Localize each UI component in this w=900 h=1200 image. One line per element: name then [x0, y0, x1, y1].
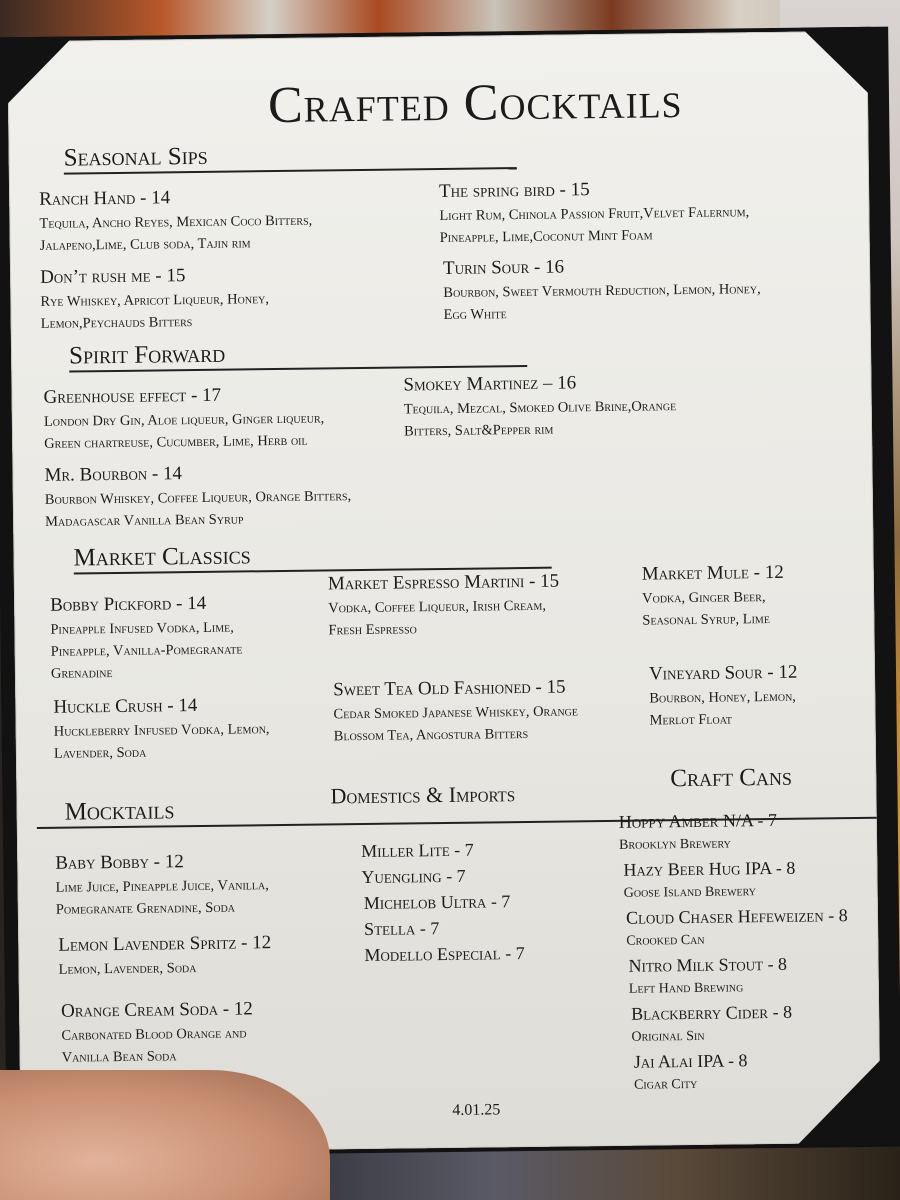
- item-name: Sweet Tea Old Fashioned - 15: [333, 676, 566, 701]
- menu-item: [55, 850, 306, 921]
- item-name: Hazy Beer Hug IPA - 8: [623, 857, 796, 880]
- item-brewery: Crooked Can: [626, 932, 705, 949]
- section-heading-seasonal: Seasonal Sips: [63, 142, 208, 172]
- menu-item: [439, 177, 760, 249]
- beer-item: Michelob Ultra - 7: [363, 891, 511, 914]
- section-heading-craft-cans: Craft Cans: [670, 763, 793, 793]
- item-description: Vodka, Coffee Liqueur, Irish Cream, Fresh Espresso: [328, 597, 547, 639]
- menu-item: [328, 570, 579, 641]
- item-name: Smokey Martinez – 16: [403, 372, 577, 396]
- item-name: Mr. Bourbon - 14: [44, 463, 183, 486]
- menu-item: [61, 998, 282, 1069]
- craft-can-item: [623, 858, 795, 905]
- craft-can-item: [626, 905, 848, 953]
- menu-title: Crafted Cocktails: [267, 72, 683, 135]
- section-heading-domestics: Domestics & Imports: [330, 781, 516, 809]
- item-description: London Dry Gin, Aloe liqueur, Ginger liqueur, Green chartreuse, Cucumber, Lime, Herb oil: [43, 410, 325, 452]
- item-brewery: Original Sin: [631, 1028, 705, 1045]
- item-brewery: Goose Island Brewery: [623, 884, 757, 901]
- beer-item: Miller Lite - 7: [361, 839, 474, 862]
- item-brewery: Cigar City: [633, 1076, 698, 1093]
- item-name: Turin Sour - 16: [442, 256, 565, 279]
- beer-item: Stella - 7: [363, 918, 440, 940]
- beer-item: Modello Especial - 7: [364, 943, 525, 965]
- item-brewery: Left Hand Brewing: [628, 980, 744, 997]
- item-name: Nitro Milk Stout - 8: [628, 953, 788, 976]
- item-name: Vineyard Sour - 12: [648, 661, 798, 685]
- menu-date: 4.01.25: [452, 1101, 501, 1119]
- section-heading-spirit-forward: Spirit Forward: [68, 340, 226, 370]
- beer-item: Yuengling - 7: [361, 865, 466, 888]
- item-description: Tequila, Ancho Reyes, Mexican Coco Bitters, Jalapeno,Lime, Club soda, Tajin rim: [39, 212, 313, 254]
- corner-tab-bottom-right: [794, 1057, 885, 1148]
- item-name: Don’t rush me - 15: [39, 265, 186, 288]
- menu-item: [40, 263, 341, 335]
- item-brewery: Brooklyn Brewery: [619, 836, 731, 853]
- item-name: Lemon Lavender Spritz - 12: [58, 932, 272, 956]
- craft-can-item: [628, 954, 787, 1001]
- item-name: Baby Bobby - 12: [55, 851, 184, 874]
- item-description: Pineapple Infused Vodka, Lime, Pineapple, Vanilla-Pomegranate Grenadine: [50, 619, 243, 682]
- craft-can-item: [634, 1050, 748, 1096]
- craft-can-item: [619, 810, 778, 857]
- item-name: Ranch Hand - 14: [39, 187, 171, 210]
- item-description: Vodka, Ginger Beer, Seasonal Syrup, Lime: [641, 589, 770, 629]
- menu-item: [443, 254, 764, 326]
- item-name: Jai Alai IPA - 8: [633, 1050, 748, 1072]
- menu-item: [642, 562, 813, 632]
- corner-tab-top-left: [3, 36, 74, 107]
- section-heading-mocktails: Mocktails: [64, 797, 175, 826]
- item-description: Huckleberry Infused Vodka, Lemon, Lavender, Soda: [53, 721, 270, 762]
- item-description: Rye Whiskey, Apricot Liqueur, Honey, Lemon,Peychauds Bitters: [40, 291, 270, 332]
- item-name: Hoppy Amber N/A - 7: [618, 809, 778, 832]
- section-heading-market-classics: Market Classics: [73, 542, 251, 572]
- menu-item: [403, 371, 724, 443]
- item-name: The spring bird - 15: [438, 179, 590, 203]
- menu-item: [58, 932, 319, 981]
- item-name: Bobby Pickford - 14: [50, 592, 207, 616]
- item-name: Cloud Chaser Hefeweizen - 8: [625, 905, 848, 928]
- menu-item: [649, 661, 830, 731]
- item-name: Market Espresso Martini - 15: [327, 570, 560, 595]
- item-description: Light Rum, Chinola Passion Fruit,Velvet Falernum, Pineapple, Lime,Coconut Mint Foam: [439, 204, 750, 247]
- item-description: Cedar Smoked Japanese Whiskey, Orange Blossom Tea, Angostura Bitters: [333, 703, 579, 745]
- menu-item: [44, 461, 365, 533]
- item-name: Orange Cream Soda - 12: [60, 998, 254, 1022]
- item-description: Bourbon, Sweet Vermouth Reduction, Lemon, Honey, Egg White: [443, 281, 761, 323]
- hand: [0, 1070, 330, 1200]
- menu-item: [53, 694, 294, 765]
- item-name: Blackberry Cider - 8: [631, 1001, 793, 1024]
- item-description: Lime Juice, Pineapple Juice, Vanilla, Pomegranate Grenadine, Soda: [55, 877, 269, 918]
- item-name: Huckle Crush - 14: [53, 695, 198, 718]
- item-description: Carbonated Blood Orange and Vanilla Bean Soda: [61, 1025, 247, 1066]
- menu-item: [333, 676, 594, 747]
- item-description: Lemon, Lavender, Soda: [58, 960, 197, 978]
- menu-page: [7, 31, 881, 1153]
- corner-tab-top-right: [801, 27, 872, 98]
- menu-item: [50, 592, 291, 685]
- item-description: Bourbon Whiskey, Coffee Liqueur, Orange Bitters, Madagascar Vanilla Bean Syrup: [44, 488, 352, 530]
- menu-item: [39, 185, 370, 257]
- item-description: Bourbon, Honey, Lemon, Merlot Float: [649, 688, 796, 729]
- menu-item: [43, 383, 364, 455]
- craft-can-item: [631, 1002, 792, 1049]
- item-name: Market Mule - 12: [641, 561, 784, 585]
- item-name: Greenhouse effect - 17: [43, 384, 222, 408]
- item-description: Tequila, Mezcal, Smoked Olive Brine,Orange Bitters, Salt&Pepper rim: [403, 398, 677, 440]
